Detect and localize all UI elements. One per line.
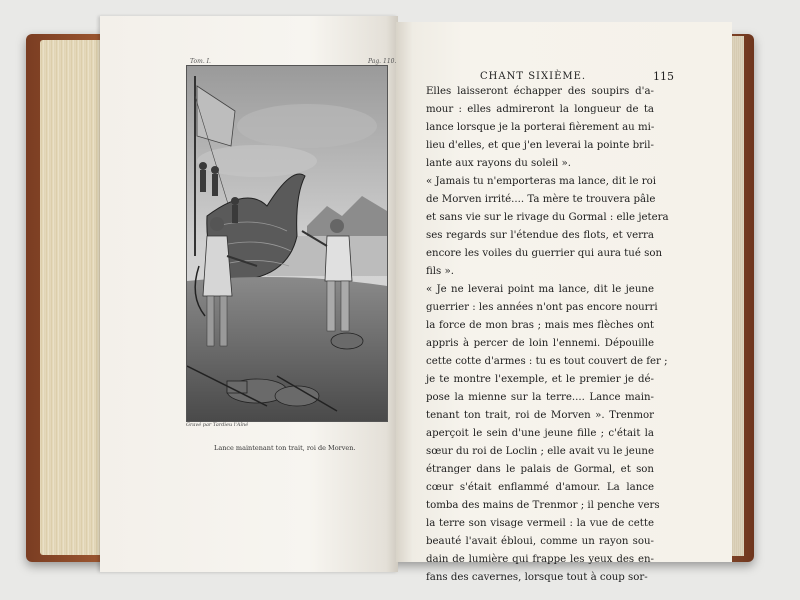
running-head: CHANT SIXIÈME. xyxy=(480,71,587,82)
engraver-credit: Gravé par Tardieu l'Aîné xyxy=(186,422,249,428)
text-line: lance lorsque je la porterai fièrement au mi- xyxy=(426,122,655,133)
text-line: pose la mienne sur la terre.... Lance main- xyxy=(426,392,654,403)
page-number: 115 xyxy=(653,70,674,83)
text-line: « Je ne leverai point ma lance, dit le jeune xyxy=(426,284,654,295)
text-line: et sans vie sur le rivage du Gormal : elle jetera xyxy=(426,212,669,223)
engraving-illustration xyxy=(187,66,387,421)
page-edges-right xyxy=(730,36,744,556)
text-line: je te montre l'exemple, et le premier je dé- xyxy=(426,374,654,385)
text-line: lieu d'elles, et que j'en leverai la pointe bril- xyxy=(426,140,654,151)
text-line: sœur du roi de Loclin ; elle avait vu le jeune xyxy=(426,446,654,457)
text-line: tenant ton trait, roi de Morven ». Trenmor xyxy=(426,410,654,421)
text-line: encore les voiles du guerrier qui aura tué son xyxy=(426,248,663,259)
text-line: appris à percer de loin l'ennemi. Dépouille xyxy=(426,338,654,349)
text-line: ses regards sur l'étendue des flots, et verra xyxy=(426,230,654,241)
text-line: Elles laisseront échapper des soupirs d'a- xyxy=(426,86,654,97)
text-line: lante aux rayons du soleil ». xyxy=(426,158,571,169)
engraving-plate xyxy=(186,65,388,422)
text-line: la force de mon bras ; mais mes flèches ont xyxy=(426,320,654,331)
text-line: tomba des mains de Trenmor ; il penche vers xyxy=(426,500,660,511)
text-line: la terre son visage vermeil : la vue de cette xyxy=(426,518,654,529)
text-line: beauté l'avait ébloui, comme un rayon sou- xyxy=(426,536,654,547)
text-line: cette cotte d'armes : tu es tout couvert de fer ; xyxy=(426,356,668,367)
text-line: aperçoit le sein d'une jeune fille ; c'était la xyxy=(426,428,654,439)
text-line: fans des cavernes, lorsque tout à coup sor- xyxy=(426,572,648,583)
text-line: guerrier : les années n'ont pas encore nourri xyxy=(426,302,658,313)
text-line: mour : elles admireront la longueur de ta xyxy=(426,104,654,115)
text-line: étranger dans le palais de Gormal, et son xyxy=(426,464,654,475)
page-text xyxy=(426,83,669,587)
text-line: fils ». xyxy=(426,266,454,277)
text-line: cœur s'était enflammé d'amour. La lance xyxy=(426,482,654,493)
plate-caption: Lance maintenant ton trait, roi de Morven. xyxy=(214,444,356,452)
plate-volume-label: Tom. I. xyxy=(190,58,211,65)
plate-page-label: Pag. 110. xyxy=(368,58,397,65)
text-line: « Jamais tu n'emporteras ma lance, dit le roi xyxy=(426,176,657,187)
text-line: de Morven irrité.... Ta mère te trouvera pâle xyxy=(426,194,656,205)
text-line: dain de lumière qui frappe les yeux des en- xyxy=(426,554,654,565)
